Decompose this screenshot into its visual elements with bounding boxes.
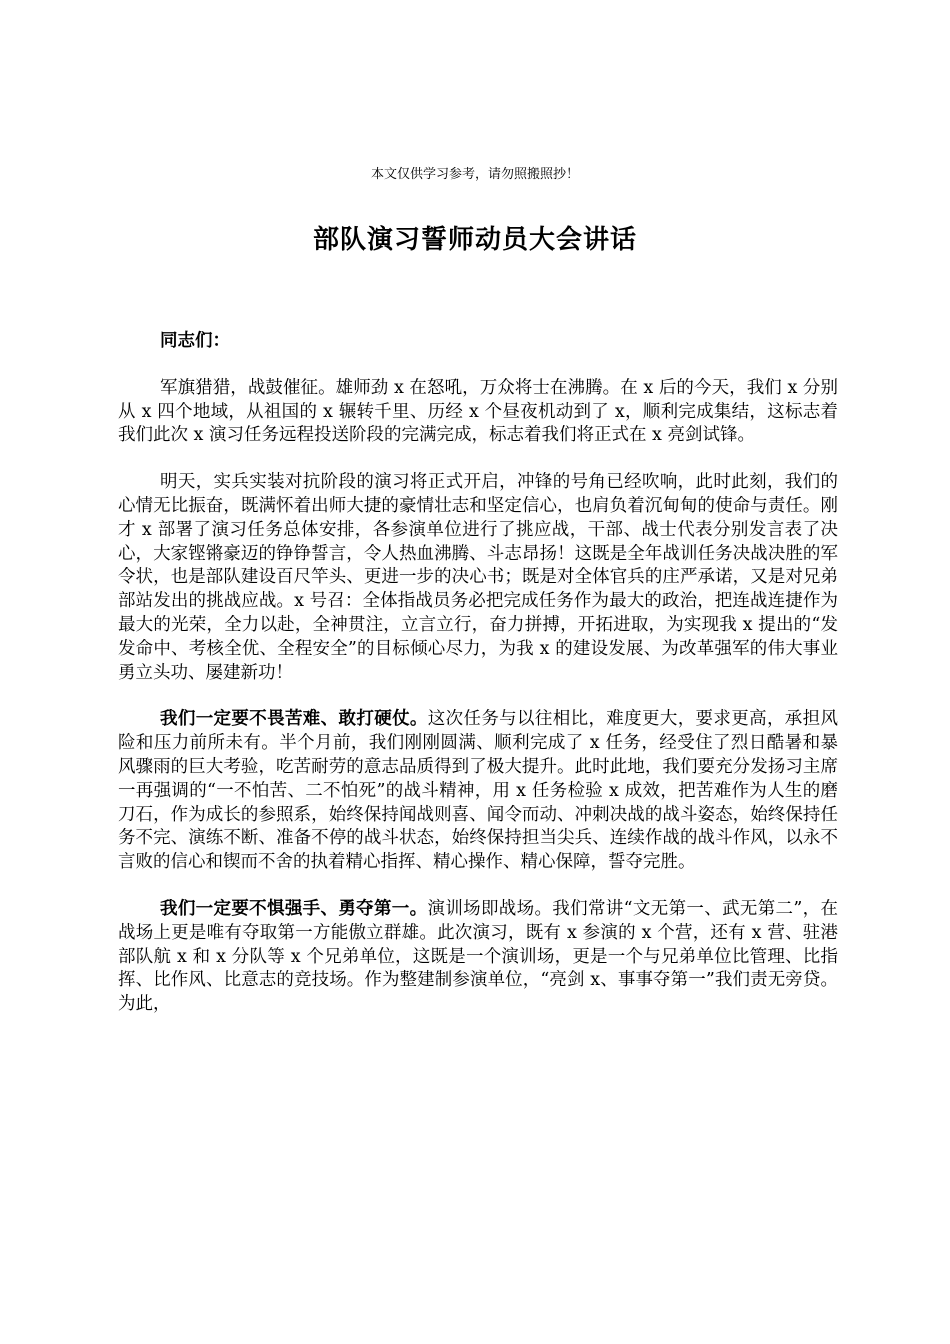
- paragraph-opening: [118, 377, 838, 448]
- paragraph-hardship: [118, 708, 838, 875]
- paragraph-lead: 我们一定要不惧强手、勇夺第一。: [160, 898, 428, 919]
- paragraph-text: 这次任务与以往相比，难度更大，要求更高，承担风险和压力前所未有。半个月前，我们刚刚圆满、顺利完成了 x 任务，经受住了烈日酷暑和暴风骤雨的巨大考验，吃苦耐劳的意志品质得到了极大提升。此时此地，我们要充分发扬习主席一再强调的“一不怕苦、二不怕死”的战斗精神，用 x 任务检验 x 成效，把苦难作为人生的磨刀石，作为成长的参照系，始终保持闻战则喜、闻令而动、冲刺决战的战斗姿态，始终保持任务不完、演练不断、准备不停的战斗状态，始终保持担当尖兵、连续作战的战斗作风，以永不言败的信心和锲而不舍的执着精心指挥、精心操作、精心保障，誓夺完胜。: [118, 709, 839, 873]
- copy-notice: 本文仅供学习参考，请勿照搬照抄！: [370, 167, 579, 182]
- salutation: 同志们：: [160, 331, 230, 351]
- document-body: [118, 330, 838, 1040]
- paragraph-text: 明天，实兵实装对抗阶段的演习将正式开启，冲锋的号角已经吹响，此时此刻，我们的心情无比振奋，既满怀着出师大捷的豪情壮志和坚定信心，也肩负着沉甸甸的使命与责任。刚才 x 部署了演习任务总体安排，各参演单位进行了挑应战，干部、战士代表分别发言表了决心，大家铿锵豪迈的铮铮誓言，令人热血沸腾、斗志昂扬！这既是全年战训任务决战决胜的军令状，也是部队建设百尺竿头、更进一步的决心书；既是对全体官兵的庄严承诺，又是对兄弟部站发出的挑战应战。x 号召：全体指战员务必把完成任务作为最大的政治，把连战连捷作为最大的光荣，全力以赴，全神贯注，立言立行，奋力拼搏，开拓进取，为实现我 x 提出的“发发命中、考核全优、全程安全”的目标倾心尽力，为我 x 的建设发展、为改革强军的伟大事业勇立头功、屡建新功！: [118, 472, 838, 683]
- paragraph-mobilization: [118, 471, 838, 685]
- paragraph-lead: 我们一定要不畏苦难、敢打硬仗。: [160, 709, 428, 730]
- document-title: 部队演习誓师动员大会讲话: [312, 225, 637, 255]
- paragraph-text: 演训场即战场。我们常讲“文无第一、武无第二”，在战场上更是唯有夺取第一方能傲立群雄。此次演习，既有 x 参演的 x 个营，还有 x 营、驻港部队航 x 和 x 分队等 x 个兄弟单位，这既是一个演训场，更是一个与兄弟单位比管理、比指挥、比作风、比意志的竞技场。作为整建制参演单位，“亮剑 x、事事夺第一”我们责无旁贷。为此，: [118, 898, 838, 1015]
- paragraph-first-place: [118, 898, 838, 1017]
- paragraph-text: 军旗猎猎，战鼓催征。雄师劲 x 在怒吼，万众将士在沸腾。在 x 后的今天，我们 x 分别从 x 四个地域，从祖国的 x 辗转千里、历经 x 个昼夜机动到了 x，顺利完成集结，这标志着我们此次 x 演习任务远程投送阶段的完满完成，标志着我们将正式在 x 亮剑试锋。: [118, 377, 838, 446]
